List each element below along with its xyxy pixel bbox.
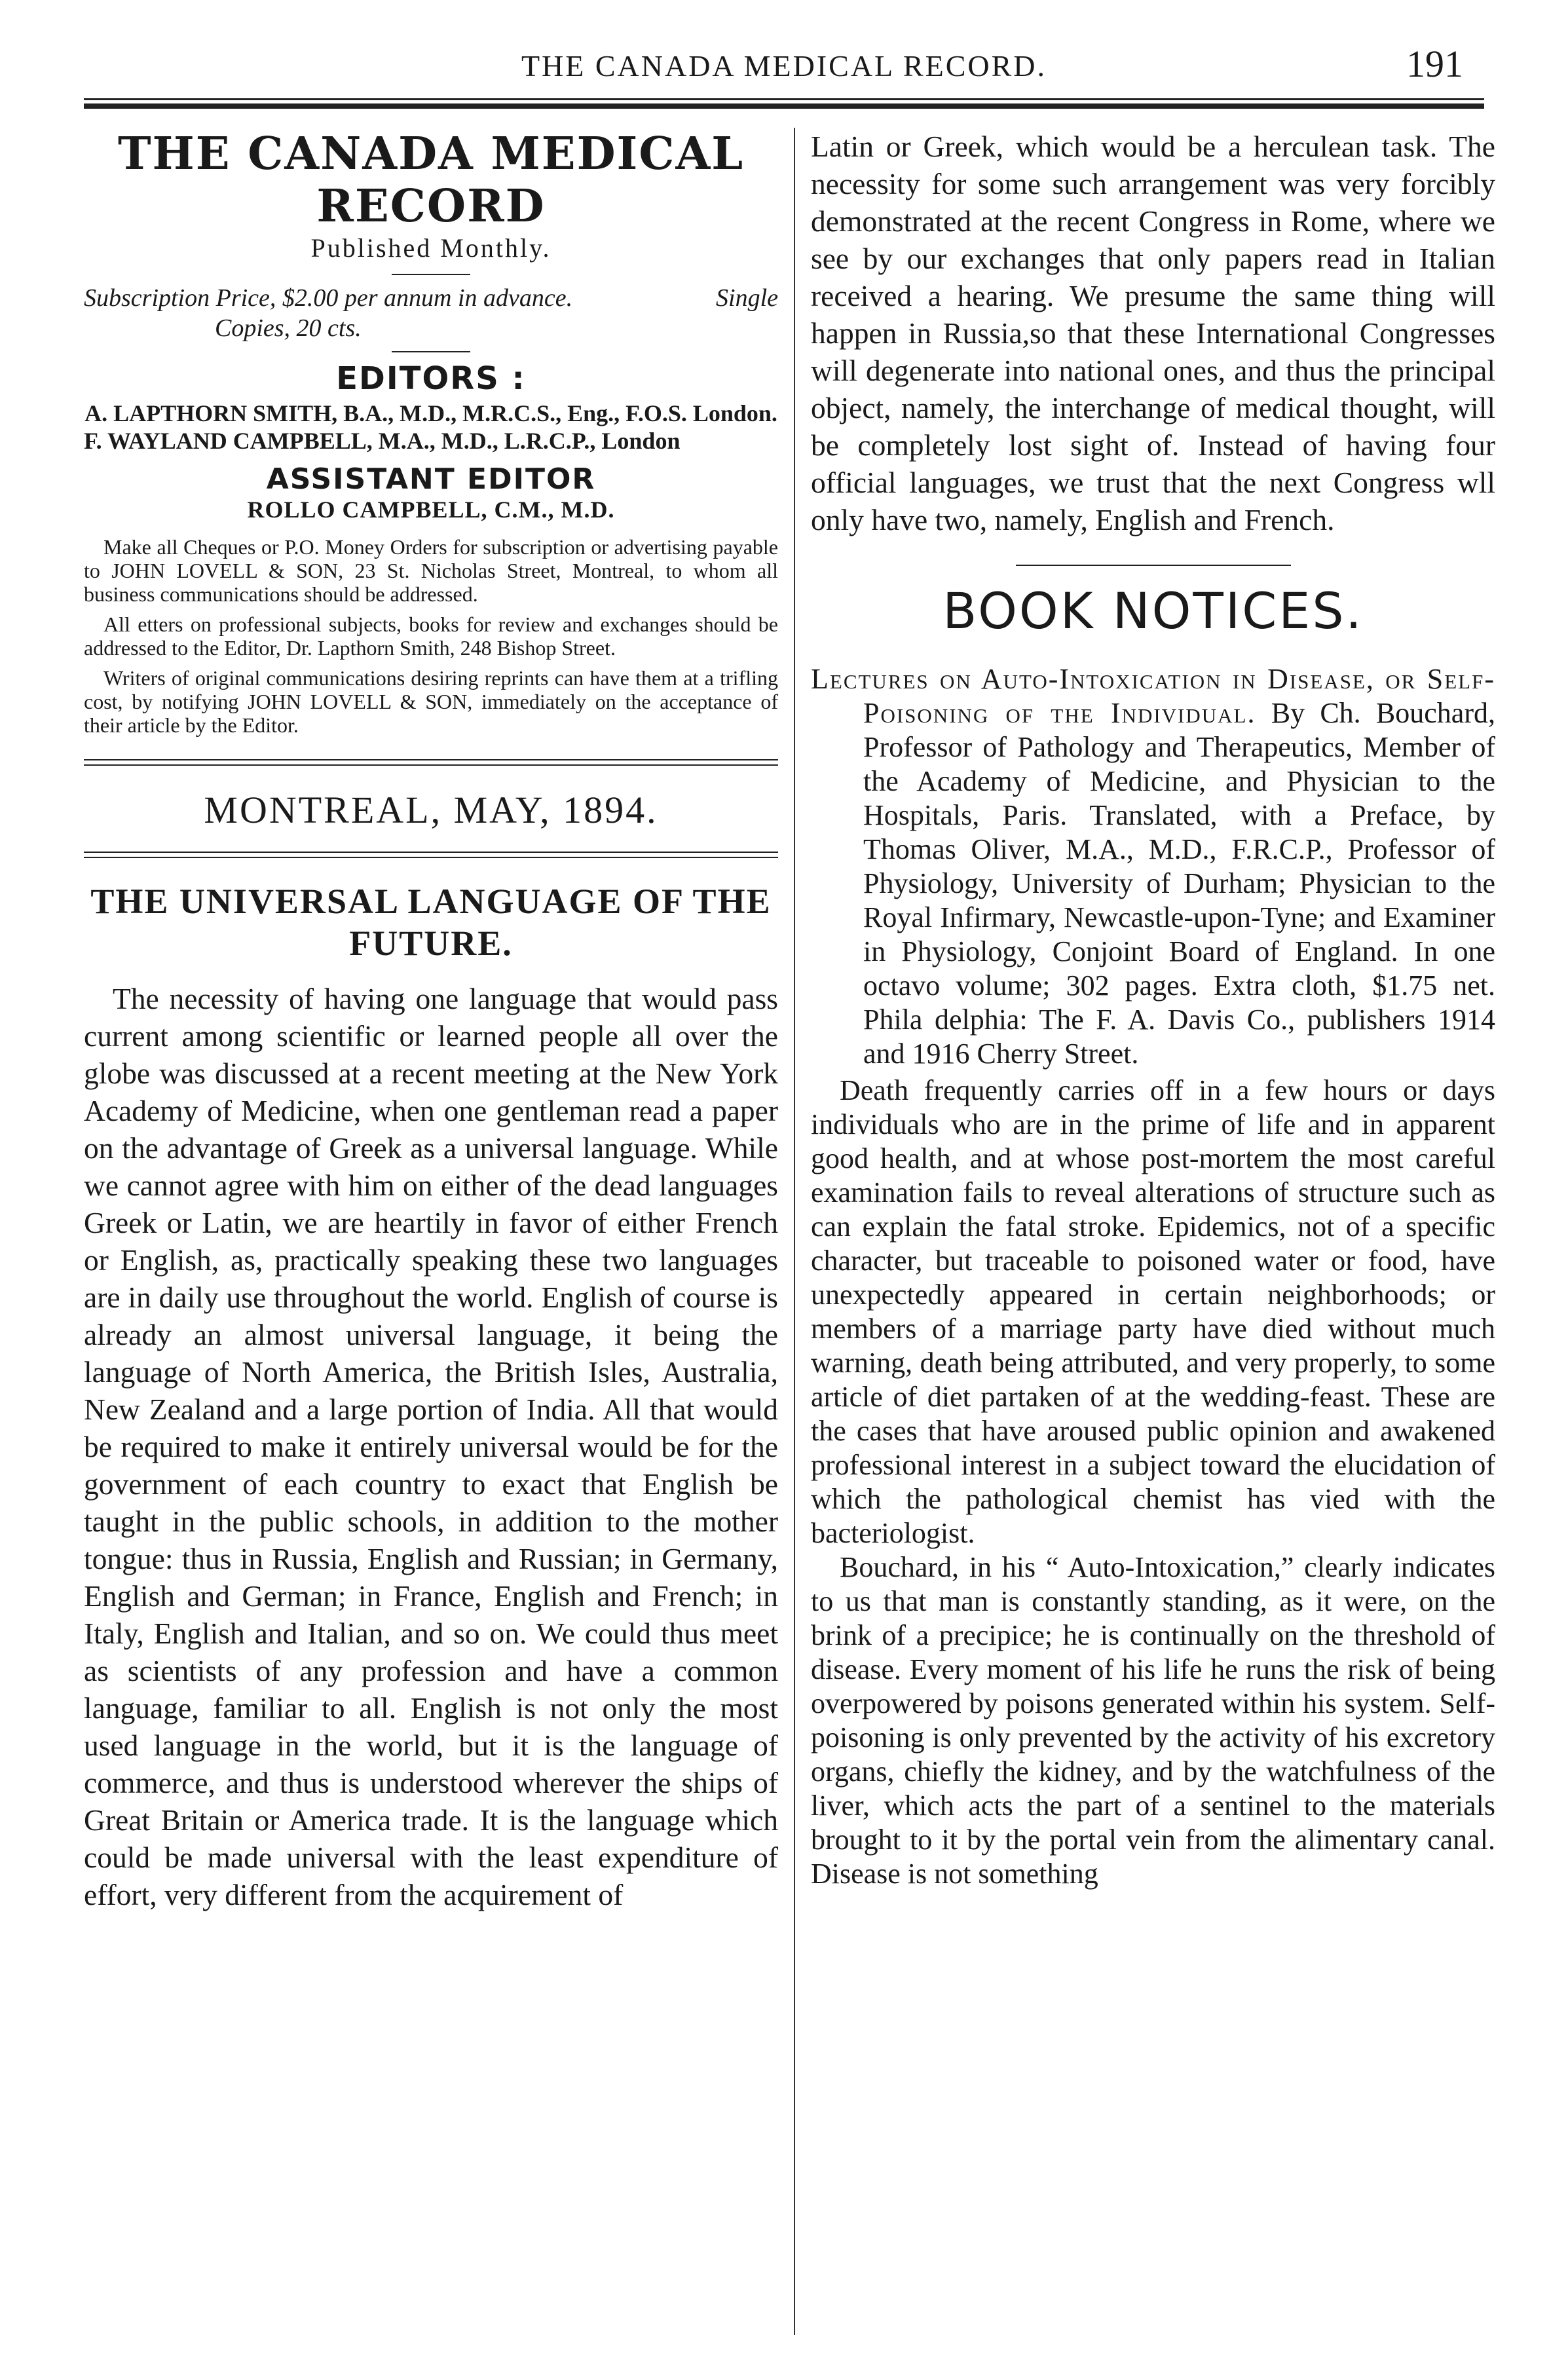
left-column (84, 128, 778, 1913)
masthead (84, 128, 778, 737)
book-details: By Ch. Bouchard, Professor of Pathology and Therapeutics, Member of the Academy of Medicine, and Physician to the Hospitals, Paris. Translated, with a Preface, by Thomas Oliver, M.A., M.D., F.R.C.P., Professor of Physiology, University of Durham; Physician to the Royal Infirmary, Newcastle-upon-Tyne; and Examiner in Physiology, Conjoint Board of England. In one octavo volume; 302 pages. Extra cloth, $1.75 net. Phila delphia: The F. A. Davis Co., publishers 1914 and 1916 Cherry Street. (863, 697, 1495, 1070)
notice-reprints: Writers of original communications desiring reprints can have them at a trifling cost, by notifying JOHN LOVELL & SON, immediately on the acceptance of their article by the Editor. (84, 666, 778, 737)
review-paragraph-2: Bouchard, in his “ Auto-Intoxication,” clearly indicates to us that man is constantly standing, as it were, on the brink of a precipice; he is continually on the threshold of disease. Every moment of his life he runs the risk of being overpowered by poisons generated within his system. Self-poisoning is only prevented by the activity of his excretory organs, chiefly the kidney, and by the watchfulness of the liver, which acts the part of a sentinel to the materials brought to it by the portal vein from the alimentary canal. Disease is not something (811, 1551, 1495, 1890)
page-number: 191 (1406, 43, 1463, 85)
subscription-price: Subscription Price, $2.00 per annum in advance. (84, 284, 573, 312)
masthead-title: THE CANADA MEDICAL RECORD (117, 128, 745, 233)
single-label: Single (716, 284, 778, 312)
book-notices-title: BOOK NOTICES. (943, 582, 1364, 640)
right-column (811, 128, 1495, 1891)
subscription-line (84, 283, 778, 343)
review-paragraph-1: Death frequently carries off in a few hours or days individuals who are in the prime of life and in apparent good health, and at whose post-mortem the most careful examination fails to reveal alterations of structure such as can explain the fatal stroke. Epidemics, not of a specific character, but traceable to poisoned water or food, have unexpectedly appeared in certain neighborhoods; or members of a marriage party have died without much warning, death being attributed, and very properly, to some article of diet partaken of at the wedding-feast. These are the cases that have aroused public opinion and awakened professional interest in a subject toward the elucidation of which the pathological chemist has vied with the bacteriologist. (811, 1074, 1495, 1549)
notice-letters: All etters on professional subjects, books for review and exchanges should be addressed to the Editor, Dr. Lapthorn Smith, 248 Bishop Street. (84, 612, 778, 660)
article-title: THE UNIVERSAL LANGUAGE OF THE FUTURE. (90, 882, 772, 963)
editor-1: A. LAPTHORN SMITH, B.A., M.D., M.R.C.S., Eng., F.O.S. London. (84, 400, 777, 426)
book-title: Lectures on Auto-Intoxication in Disease, or Self-Poisoning of the Individual. (811, 663, 1495, 729)
book-entry (811, 662, 1495, 1071)
assistant-editor-name: ROLLO CAMPBELL, C.M., M.D. (247, 497, 615, 523)
page-header (0, 0, 1568, 98)
header-rule-thick (84, 103, 1484, 109)
masthead-rule (392, 274, 470, 275)
published-line: Published Monthly. (310, 233, 551, 263)
masthead-double-rule (84, 759, 778, 766)
header-rule (84, 98, 1484, 100)
column-divider (794, 128, 795, 2335)
running-title: THE CANADA MEDICAL RECORD. (521, 49, 1047, 83)
editors-heading: EDITORS : (336, 360, 526, 397)
section-rule (1016, 565, 1291, 566)
subscription-rule (392, 351, 470, 352)
dateline-double-rule (84, 852, 778, 858)
editor-2: F. WAYLAND CAMPBELL, M.A., M.D., L.R.C.P., London (84, 428, 681, 454)
copies-price: Copies, 20 cts. (215, 314, 362, 342)
notice-payment: Make all Cheques or P.O. Money Orders for subscription or advertising payable to JOHN LOVELL & SON, 23 St. Nicholas Street, Montreal, to whom all business communications should be addressed. (84, 535, 778, 606)
article-paragraph-right: Latin or Greek, which would be a herculean task. The necessity for some such arrangement was very forcibly demonstrated at the recent Congress in Rome, where we see by our exchanges that only papers read in Italian received a hearing. We presume the same thing will happen in Russia,so that these International Congresses will degenerate into national ones, and thus the principal object, namely, the interchange of medical thought, will be completely lost sight of. Instead of having four official languages, we trust that the next Congress wll only have two, namely, English and French. (811, 130, 1495, 536)
dateline: MONTREAL, MAY, 1894. (204, 789, 658, 831)
article-paragraph-left: The necessity of having one language that would pass current among scientific or learned people all over the globe was discussed at a recent meeting at the New York Academy of Medicine, when one gentleman read a paper on the advantage of Greek as a universal language. While we cannot agree with him on either of the dead languages Greek or Latin, we are heartily in favor of either French or English, as, practically speaking these two languages are in daily use throughout the world. English of course is already an almost universal language, it being the language of North America, the British Isles, Australia, New Zealand and a large portion of India. All that would be required to make it entirely universal would be for the government of each country to exact that English be taught in the public schools, in addition to the mother tongue: thus in Russia, English and Russian; in Germany, English and German; in France, English and French; in Italy, English and Italian, and so on. We could thus meet as scientists of any profession and have a common language, familiar to all. English is not only the most used language in the world, but it is the language of commerce, and thus is understood wherever the ships of Great Britain or America trade. It is the language which could be made universal with the least expenditure of effort, very different from the acquirement of (84, 982, 778, 1911)
assistant-editor-heading: ASSISTANT EDITOR (266, 462, 596, 496)
